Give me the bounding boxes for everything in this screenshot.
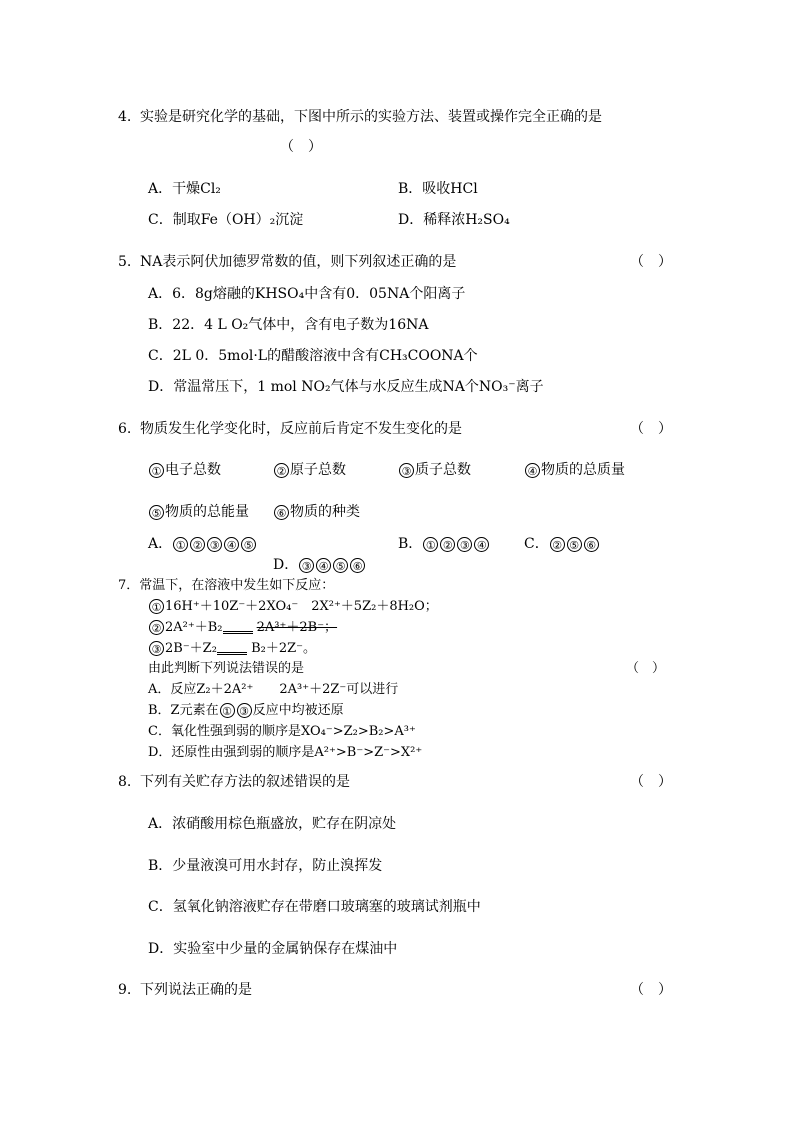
q6-stem-line <box>118 420 462 438</box>
q6-item-2: ② 原子总数 <box>273 461 346 479</box>
q6-item-1: ① 电子总数 <box>148 461 221 479</box>
equals-sign <box>217 642 247 655</box>
q4-paren: （ ） <box>280 139 322 155</box>
circled-5: ⑤ <box>149 505 164 520</box>
q7-reaction-3: ③ 2B⁻＋Z₂ B₂＋2Z⁻。 <box>148 640 316 658</box>
q6-item-6: ⑥ 物质的种类 <box>273 503 360 521</box>
q4-option-a: A．干燥Cl₂ <box>148 181 221 197</box>
q5-paren: （ ） <box>630 254 672 270</box>
q8-option-a: A．浓硝酸用棕色瓶盛放，贮存在阴凉处 <box>148 816 397 832</box>
q7-option-d: D．还原性由强到弱的顺序是A²⁺>B⁻>Z⁻>X²⁺ <box>148 745 423 760</box>
q9-stem-line <box>118 981 252 999</box>
q9-stem: 下列说法正确的是 <box>140 982 252 998</box>
q5-stem-line <box>118 253 456 271</box>
q8-option-d: D．实验室中少量的金属钠保存在煤油中 <box>148 941 398 957</box>
circled-2: ② <box>274 463 289 478</box>
q4-option-c: C．制取Fe（OH）₂沉淀 <box>148 212 304 228</box>
q8-option-c: C．氢氧化钠溶液贮存在带磨口玻璃塞的玻璃试剂瓶中 <box>148 899 481 915</box>
q4-stem: 实验是研究化学的基础，下图中所示的实验方法、装置或操作完全正确的是 <box>140 109 602 125</box>
q7-option-a: A．反应Z₂＋2A²⁺ 2A³⁺＋2Z⁻可以进行 <box>148 682 399 697</box>
q6-number: 6. <box>118 421 132 437</box>
q8-paren: （ ） <box>630 774 672 790</box>
q6-option-d: D． ③ ④ ⑤ ⑥ <box>273 556 366 574</box>
q5-option-c: C．2L 0．5mol·L的醋酸溶液中含有CH₃COONA个 <box>148 348 478 364</box>
q4-option-b: B．吸收HCl <box>398 181 478 197</box>
q9-number: 9. <box>118 982 132 998</box>
q6-item-4: ④ 物质的总质量 <box>524 461 625 479</box>
q9-paren: （ ） <box>630 982 672 998</box>
q5-option-d: D．常温常压下，1 mol NO₂气体与水反应生成NA个NO₃⁻离子 <box>148 379 544 395</box>
q7-stem: 7．常温下，在溶液中发生如下反应： <box>118 578 335 593</box>
circled-3: ③ <box>399 463 414 478</box>
q5-stem: NA表示阿伏加德罗常数的值，则下列叙述正确的是 <box>140 254 457 270</box>
q8-number: 8. <box>118 774 132 790</box>
q4-stem-line <box>118 108 602 126</box>
q6-option-a: A． ① ② ③ ④ ⑤ <box>148 535 257 553</box>
circled-4: ④ <box>525 463 540 478</box>
q7-option-b: B．Z元素在 ① ③ 反应中均被还原 <box>148 703 344 718</box>
q7-paren: （ ） <box>626 661 666 676</box>
q5-option-a: A．6．8g熔融的KHSO₄中含有0．05NA个阳离子 <box>148 286 466 302</box>
q8-stem: 下列有关贮存方法的叙述错误的是 <box>140 774 350 790</box>
equals-sign <box>223 621 253 634</box>
q7-reaction-1: ① 16H⁺＋10Z⁻＋2XO₄⁻ 2X²⁺＋5Z₂＋8H₂O； <box>148 598 438 616</box>
q7-option-c: C．氧化性强到弱的顺序是XO₄⁻>Z₂>B₂>A³⁺ <box>148 724 416 739</box>
q5-number: 5. <box>118 254 132 270</box>
q5-option-b: B．22．4 L O₂气体中，含有电子数为16NA <box>148 317 429 333</box>
circled-1: ① <box>149 463 164 478</box>
q6-paren: （ ） <box>630 421 672 437</box>
q4-number: 4. <box>118 109 132 125</box>
q6-option-c: C． ② ⑤ ⑥ <box>524 535 600 553</box>
q7-reaction-2: ② 2A²⁺＋B₂ 2A³⁺＋2B⁻； <box>148 619 337 637</box>
q8-option-b: B．少量液溴可用水封存，防止溴挥发 <box>148 858 383 874</box>
circled-6: ⑥ <box>274 505 289 520</box>
q6-option-b: B． ① ② ③ ④ <box>398 535 490 553</box>
q6-item-3: ③ 质子总数 <box>398 461 471 479</box>
q8-stem-line <box>118 773 350 791</box>
q4-option-d: D．稀释浓H₂SO₄ <box>398 212 510 228</box>
q7-ask: 由此判断下列说法错误的是 <box>148 661 305 676</box>
q6-item-5: ⑤ 物质的总能量 <box>148 503 249 521</box>
q6-stem: 物质发生化学变化时，反应前后肯定不发生变化的是 <box>140 421 462 437</box>
